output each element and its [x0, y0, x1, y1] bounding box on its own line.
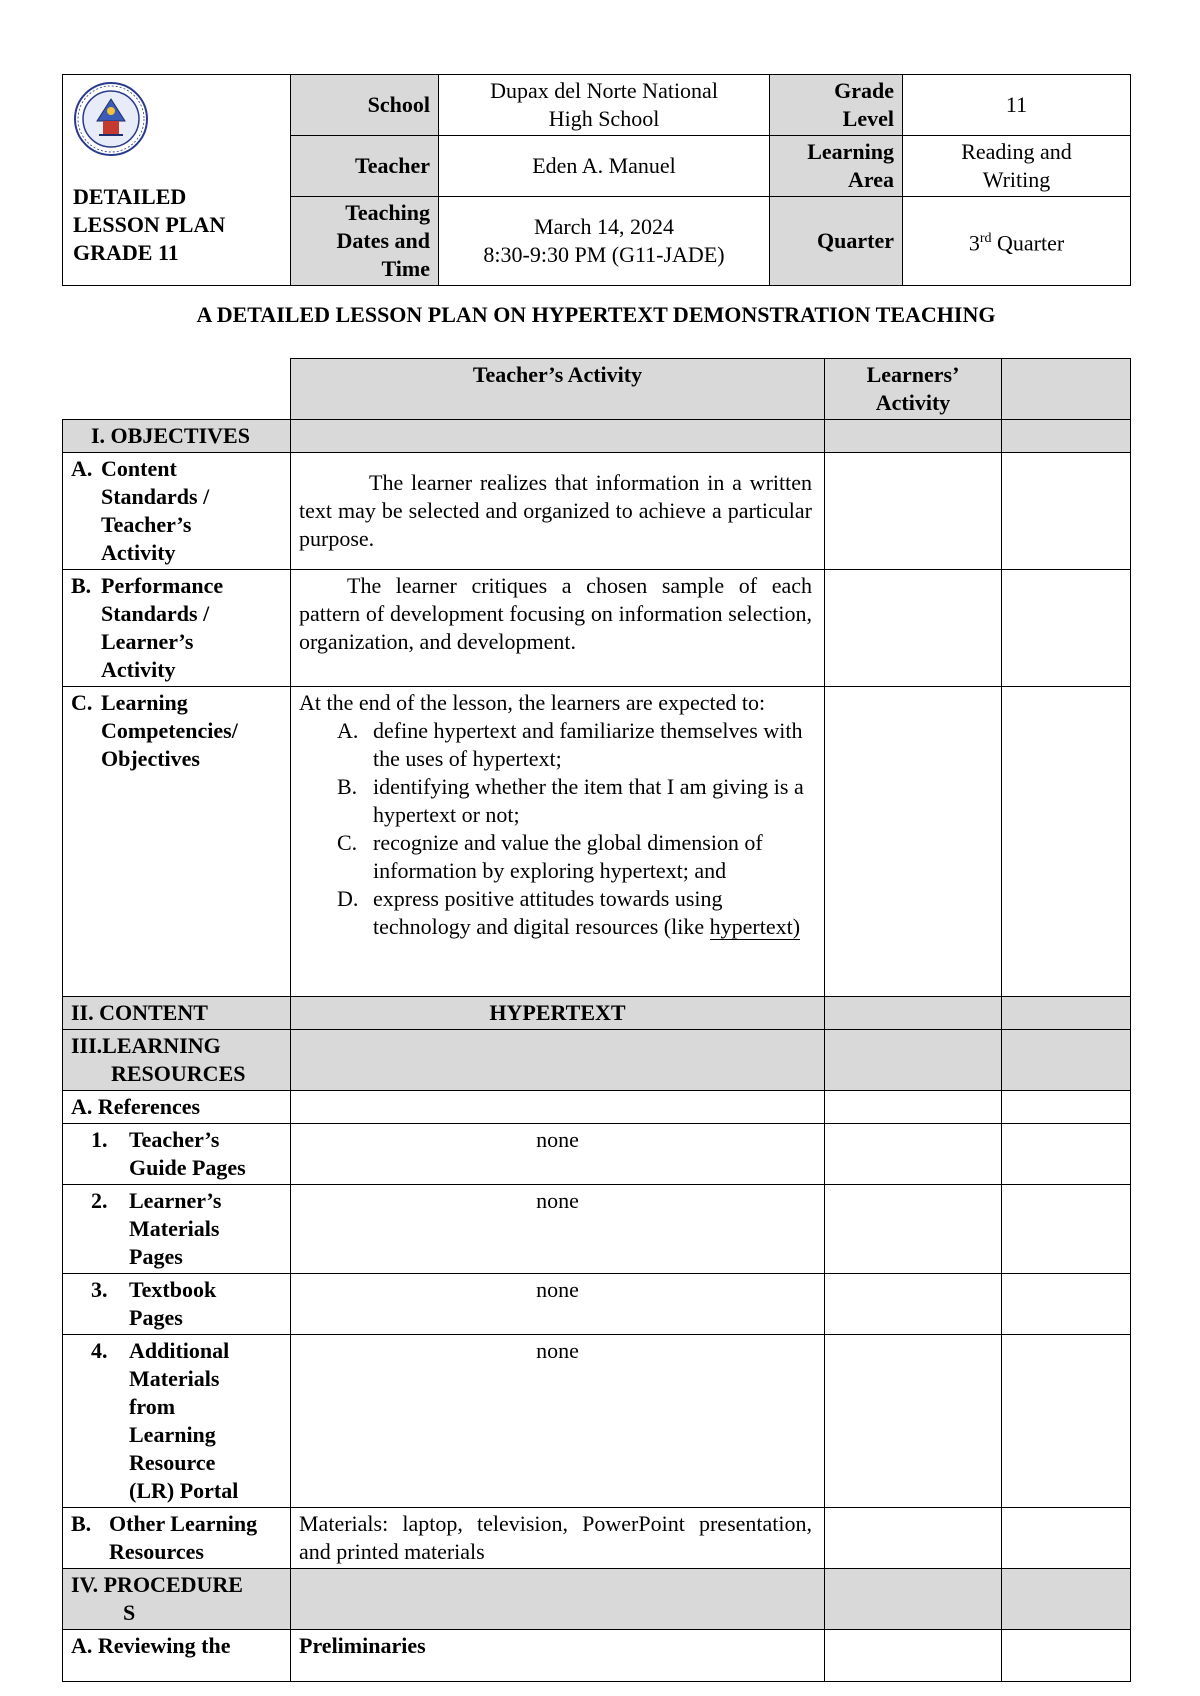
cell	[291, 1030, 825, 1091]
ref-item-value: none	[291, 1124, 825, 1185]
competencies-intro: At the end of the lesson, the learners are expected to:	[299, 690, 766, 715]
cell	[1002, 1508, 1131, 1569]
cell	[1002, 1630, 1131, 1682]
cell	[1002, 1030, 1131, 1091]
title-block	[63, 75, 291, 286]
teacher-value: Eden A. Manuel	[439, 136, 770, 197]
cell	[825, 420, 1002, 453]
cell	[825, 1569, 1002, 1630]
preliminaries-heading: Preliminaries	[291, 1630, 825, 1682]
ref-item-label: 3. Textbook Pages	[63, 1274, 291, 1335]
ref-item-label: 4. Additional Materials from Learning Resource (LR) Portal	[63, 1335, 291, 1508]
header-table	[62, 74, 1131, 286]
learning-area-label: Learning Area	[770, 136, 903, 197]
cell	[825, 1335, 1002, 1508]
cell	[825, 1630, 1002, 1682]
cell	[1002, 1569, 1131, 1630]
list-item: A. define hypertext and familiarize themselves with the uses of hypertext;	[337, 718, 803, 771]
cell	[1002, 1274, 1131, 1335]
cell	[825, 997, 1002, 1030]
references-label: A. References	[63, 1091, 291, 1124]
competencies-text	[291, 687, 825, 997]
col-extra	[1002, 359, 1131, 420]
ref-item-value: none	[291, 1274, 825, 1335]
grade-level-label: Grade Level	[770, 75, 903, 136]
cell	[1002, 1335, 1131, 1508]
performance-standards-text: The learner critiques a chosen sample of each pattern of development focusing on information selection, organization, and development.	[291, 570, 825, 687]
quarter-label: Quarter	[770, 197, 903, 286]
col-teacher-activity: Teacher’s Activity	[291, 359, 825, 420]
list-item: C. recognize and value the global dimension of information by exploring hypertext; and	[337, 830, 763, 883]
cell	[825, 453, 1002, 570]
cell	[1002, 570, 1131, 687]
dates-label: Teaching Dates and Time	[291, 197, 439, 286]
objectives-list	[299, 717, 816, 941]
cell	[825, 687, 1002, 997]
section-objectives: I. OBJECTIVES	[63, 420, 291, 453]
content-standards-label: A. Content Standards / Teacher’s Activity	[63, 453, 291, 570]
cell	[825, 570, 1002, 687]
section-learning-resources: III.LEARNING RESOURCES	[63, 1030, 291, 1091]
cell	[1002, 1124, 1131, 1185]
teacher-label: Teacher	[291, 136, 439, 197]
other-resources-label: B. Other Learning Resources	[63, 1508, 291, 1569]
blank-corner	[63, 359, 291, 420]
performance-standards-label: B. Performance Standards / Learner’s Activity	[63, 570, 291, 687]
section-procedures: IV. PROCEDURE S	[63, 1569, 291, 1630]
school-value: Dupax del Norte National High School	[439, 75, 770, 136]
deped-seal-icon	[73, 81, 149, 157]
cell	[825, 1030, 1002, 1091]
dates-value: March 14, 2024 8:30-9:30 PM (G11-JADE)	[439, 197, 770, 286]
cell	[825, 1274, 1002, 1335]
cell	[1002, 997, 1131, 1030]
lesson-plan-table	[62, 358, 1131, 1682]
learning-area-value: Reading and Writing	[903, 136, 1131, 197]
section-content: II. CONTENT	[63, 997, 291, 1030]
grade-level-value: 11	[903, 75, 1131, 136]
ref-item-value: none	[291, 1335, 825, 1508]
dlp-title-line: LESSON PLAN	[73, 212, 226, 237]
cell	[291, 1569, 825, 1630]
col-learners-activity: Learners’ Activity	[825, 359, 1002, 420]
cell	[1002, 1091, 1131, 1124]
page-title: A DETAILED LESSON PLAN ON HYPERTEXT DEMONSTRATION TEACHING	[196, 302, 996, 327]
other-resources-text: Materials: laptop, television, PowerPoint presentation, and printed materials	[291, 1508, 825, 1569]
cell	[1002, 687, 1131, 997]
dlp-title-line: DETAILED	[73, 184, 187, 209]
school-label: School	[291, 75, 439, 136]
reviewing-label: A. Reviewing the	[63, 1630, 291, 1682]
content-standards-text: The learner realizes that information in a written text may be selected and organized to achieve a particular purpose.	[291, 453, 825, 570]
cell	[1002, 453, 1131, 570]
content-value: HYPERTEXT	[291, 997, 825, 1030]
ref-item-label: 1. Teacher’s Guide Pages	[63, 1124, 291, 1185]
list-item: D. express positive attitudes towards using technology and digital resources (like hypertext)	[337, 886, 801, 939]
cell	[825, 1124, 1002, 1185]
cell	[825, 1091, 1002, 1124]
dlp-title-line: GRADE 11	[73, 240, 179, 265]
cell	[291, 420, 825, 453]
cell	[1002, 420, 1131, 453]
ref-item-label: 2. Learner’s Materials Pages	[63, 1185, 291, 1274]
competencies-label: C. Learning Competencies/ Objectives	[63, 687, 291, 997]
ref-item-value: none	[291, 1185, 825, 1274]
list-item: B. identifying whether the item that I am giving is a hypertext or not;	[337, 774, 804, 827]
cell	[825, 1185, 1002, 1274]
cell	[1002, 1185, 1131, 1274]
quarter-value: 3rd Quarter	[903, 197, 1131, 286]
cell	[291, 1091, 825, 1124]
cell	[825, 1508, 1002, 1569]
